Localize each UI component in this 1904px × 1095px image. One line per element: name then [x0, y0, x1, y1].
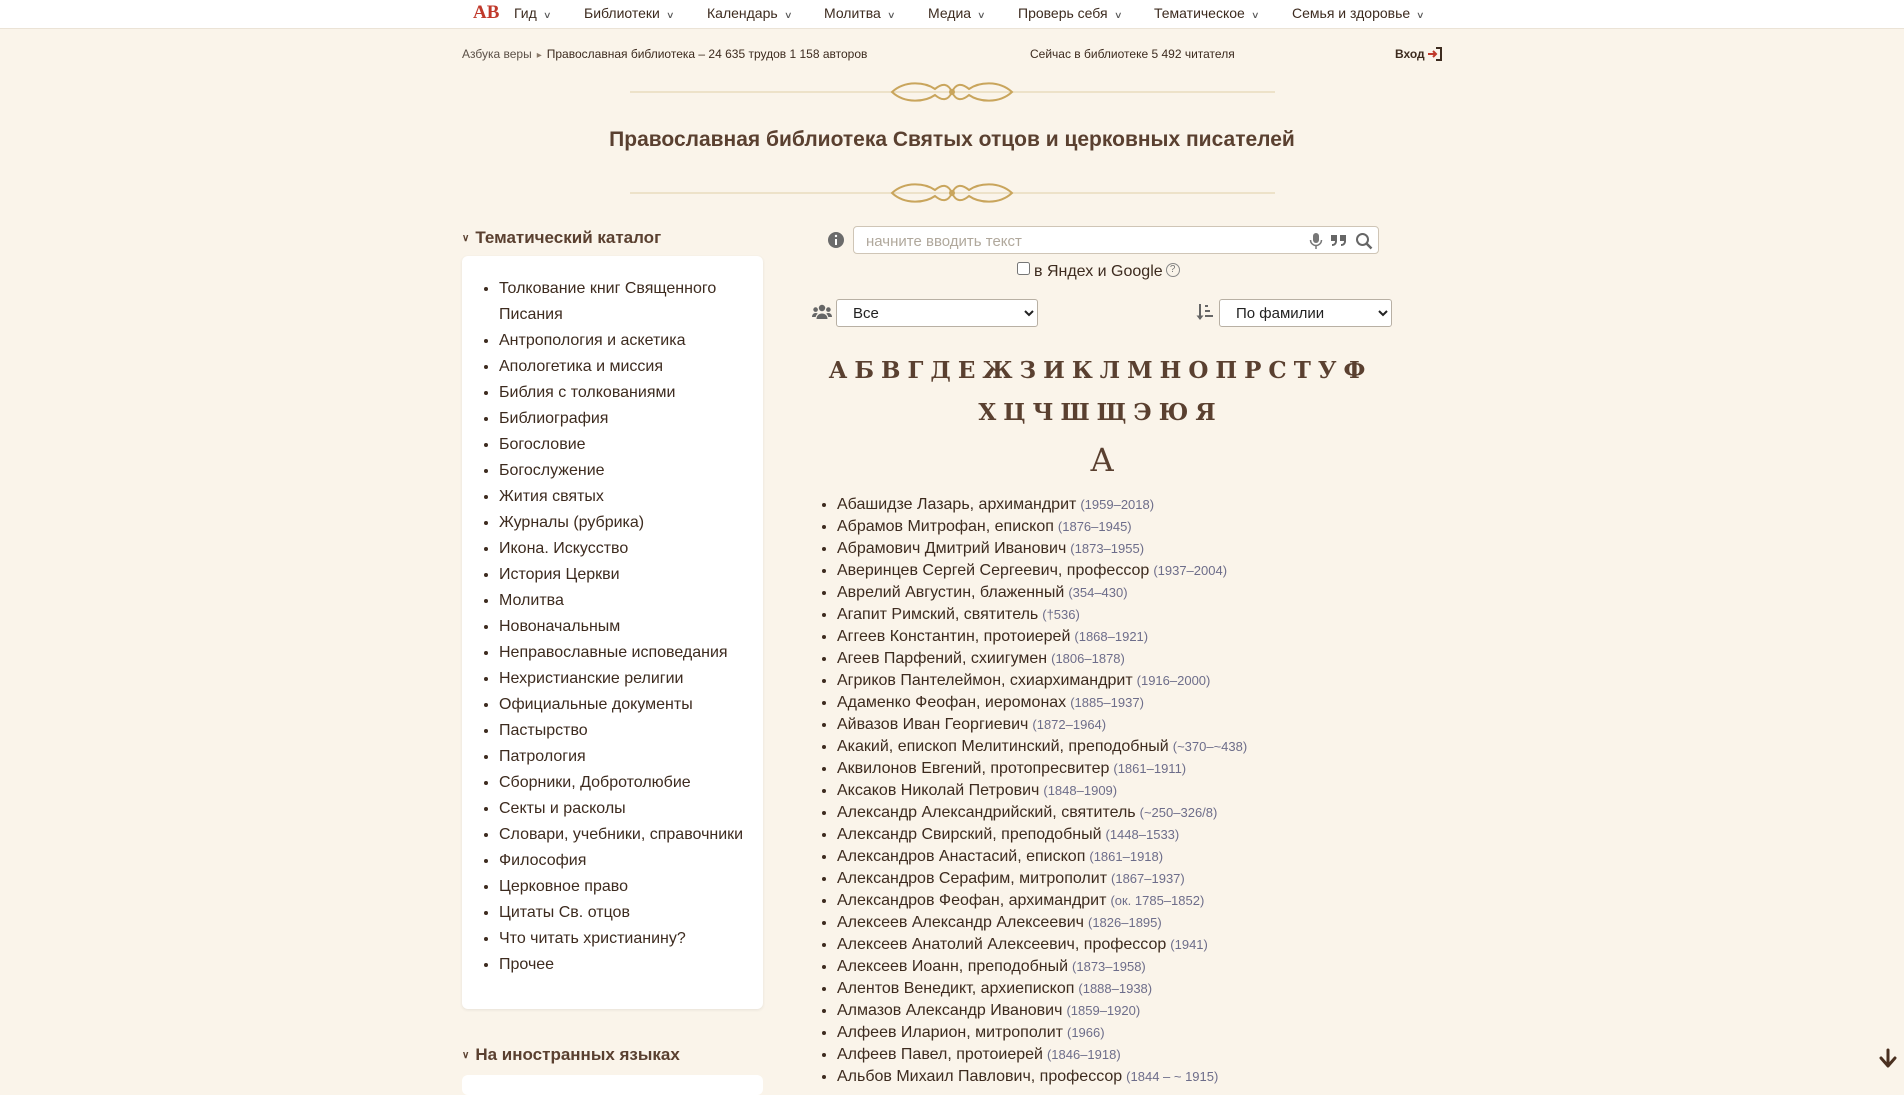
catalog-item-link[interactable]: Икона. Искусство [499, 540, 629, 557]
info-icon[interactable] [827, 231, 845, 249]
author-years: (1861–1918) [1089, 849, 1164, 864]
users-group-icon [812, 303, 832, 321]
catalog-item[interactable] [499, 692, 749, 718]
breadcrumb-root-link[interactable]: Азбука веры [462, 47, 532, 61]
breadcrumb-separator-icon: ▸ [536, 50, 542, 61]
author-years: (1876–1945) [1057, 519, 1132, 534]
nav-item-label: Проверь себя [1018, 5, 1108, 21]
catalog-item-link[interactable]: Словари, учебники, справочники [499, 826, 744, 843]
alphabet-letter-link[interactable]: Т [1293, 357, 1312, 384]
catalog-item[interactable] [499, 796, 749, 822]
alphabet-letter-link[interactable]: У [1317, 357, 1338, 384]
catalog-item[interactable] [499, 588, 749, 614]
author-years: (1868–1921) [1074, 629, 1149, 644]
catalog-item[interactable] [499, 614, 749, 640]
alphabet-index [815, 350, 1380, 434]
alphabet-letter-link[interactable]: К [1071, 357, 1094, 384]
catalog-item-link[interactable]: Философия [499, 852, 587, 869]
chevron-down-icon: ∨ [462, 233, 470, 244]
catalog-item-link[interactable]: Библия с толкованиями [499, 384, 676, 401]
search-icon[interactable] [1354, 231, 1374, 251]
author-years: (1859–1920) [1066, 1003, 1141, 1018]
catalog-item[interactable] [499, 952, 749, 978]
author-link[interactable]: Александров Анастасий, епископ [837, 848, 1086, 865]
author-years: (1846–1918) [1046, 1047, 1121, 1062]
catalog-item-link[interactable]: Что читать христианину? [499, 930, 686, 947]
page-title: Православная библиотека Святых отцов и церковных писателей [609, 128, 1295, 151]
author-list-item [837, 912, 1247, 934]
catalog-item[interactable] [499, 406, 749, 432]
catalog-item[interactable] [499, 354, 749, 380]
nav-item-libraries[interactable] [584, 5, 673, 21]
alphabet-letter-link[interactable]: Ш [1060, 399, 1091, 426]
nav-item-label: Семья и здоровье [1292, 5, 1411, 21]
author-list-item [837, 692, 1247, 714]
author-link[interactable]: Алфеев Иларион, митрополит [837, 1024, 1063, 1041]
nav-item-test-yourself[interactable] [1018, 5, 1121, 21]
author-list-item [837, 758, 1247, 780]
catalog-item-link[interactable]: Патрология [499, 748, 586, 765]
author-list-item [837, 1044, 1247, 1066]
author-list-item [837, 648, 1247, 670]
catalog-item-link[interactable]: История Церкви [499, 566, 620, 583]
login-icon [1427, 47, 1442, 61]
chevron-down-icon: ∨ [1416, 10, 1425, 20]
author-years: (ок. 1785–1852) [1110, 893, 1205, 908]
nav-item-media[interactable] [928, 5, 985, 21]
catalog-item[interactable] [499, 900, 749, 926]
nav-item-label: Молитва [824, 5, 881, 21]
chevron-down-icon: ∨ [1250, 10, 1260, 20]
author-link[interactable]: Альбов Михаил Павлович, профессор [837, 1068, 1123, 1085]
author-link[interactable]: Александр Свирский, преподобный [837, 826, 1102, 843]
chevron-down-icon: ∨ [977, 10, 986, 20]
login-label: Вход [1395, 47, 1425, 61]
search-box [853, 226, 1379, 254]
quote-search-icon[interactable] [1329, 231, 1349, 251]
catalog-item[interactable] [499, 328, 749, 354]
author-years: (1916–2000) [1136, 673, 1211, 688]
author-years: (1848–1909) [1043, 783, 1118, 798]
alphabet-letter-link[interactable]: П [1215, 357, 1239, 384]
external-search-option [1017, 262, 1180, 281]
catalog-item-link[interactable]: Пастырство [499, 722, 588, 739]
author-list-item [837, 890, 1247, 912]
author-years: (1959–2018) [1080, 497, 1155, 512]
author-list-item [837, 670, 1247, 692]
catalog-item-link[interactable]: Цитаты Св. отцов [499, 904, 630, 921]
nav-item-prayer[interactable] [824, 5, 894, 21]
author-list-item [837, 956, 1247, 978]
author-list-item [837, 824, 1247, 846]
catalog-item[interactable] [499, 484, 749, 510]
author-years: (1861–1911) [1113, 761, 1187, 776]
alphabet-letter-link[interactable]: Р [1244, 357, 1263, 384]
catalog-title: Тематический каталог [475, 228, 662, 247]
author-years: (1888–1938) [1078, 981, 1153, 996]
author-list-item [837, 494, 1247, 516]
catalog-item-link[interactable]: Официальные документы [499, 696, 693, 713]
author-list-item [837, 516, 1247, 538]
author-link[interactable]: Александров Феофан, архимандрит [837, 892, 1107, 909]
catalog-item-link[interactable]: Секты и расколы [499, 800, 626, 817]
chevron-down-icon: ∨ [542, 10, 552, 20]
nav-item-family-health[interactable] [1292, 5, 1424, 21]
author-link[interactable]: Александров Серафим, митрополит [837, 870, 1108, 887]
site-logo[interactable]: АВ [473, 2, 500, 23]
catalog-item[interactable] [499, 276, 749, 328]
microphone-icon[interactable] [1306, 231, 1326, 251]
scroll-down-arrow-icon[interactable] [1878, 1048, 1898, 1070]
catalog-item[interactable] [499, 458, 749, 484]
alphabet-letter-link[interactable]: Ц [1003, 399, 1027, 426]
author-link[interactable]: Алексеев Александр Алексеевич [837, 914, 1084, 931]
author-link[interactable]: Алексеев Анатолий Алексеевич, профессор [837, 936, 1167, 953]
alphabet-letter-link[interactable]: С [1268, 357, 1288, 384]
catalog-item[interactable] [499, 744, 749, 770]
authors-list [819, 494, 1247, 1088]
alphabet-row [815, 392, 1380, 434]
nav-item-calendar[interactable] [707, 5, 791, 21]
alphabet-letter-link[interactable]: Е [957, 357, 977, 384]
catalog-item-link[interactable]: Неправославные исповедания [499, 644, 728, 661]
catalog-item[interactable] [499, 666, 749, 692]
author-years: (1873–1955) [1070, 541, 1145, 556]
alphabet-letter-link[interactable]: Д [930, 357, 952, 384]
catalog-item[interactable] [499, 536, 749, 562]
chevron-down-icon: ∨ [1113, 10, 1123, 20]
author-list-item [837, 736, 1247, 758]
author-link[interactable]: Аврелий Августин, блаженный [837, 584, 1065, 601]
catalog-item-link[interactable]: Молитва [499, 592, 564, 609]
author-list-item [837, 604, 1247, 626]
author-list-item [837, 846, 1247, 868]
alphabet-letter-link[interactable]: И [1043, 357, 1066, 384]
help-icon[interactable]: ? [1166, 263, 1180, 277]
catalog-item-link[interactable]: Жития святых [499, 488, 604, 505]
catalog-item-link[interactable]: Сборники, Добротолюбие [499, 774, 691, 791]
catalog-item[interactable] [499, 822, 749, 848]
catalog-item-link[interactable]: Новоначальным [499, 618, 621, 635]
author-list-item [837, 1066, 1247, 1088]
catalog-item-link[interactable]: Нехристианские религии [499, 670, 684, 687]
author-link[interactable]: Абашидзе Лазарь, архимандрит [837, 496, 1077, 513]
ornament-divider-icon [630, 178, 1275, 208]
author-link[interactable]: Алентов Венедикт, архиепископ [837, 980, 1075, 997]
search-input[interactable] [864, 230, 1288, 252]
external-search-label: в Яндех и Google [1034, 263, 1163, 280]
catalog-item-link[interactable]: Церковное право [499, 878, 628, 895]
chevron-down-icon: ∨ [462, 1050, 470, 1061]
catalog-item[interactable] [499, 510, 749, 536]
author-link[interactable]: Айвазов Иван Георгиевич [837, 716, 1029, 733]
author-link[interactable]: Аксаков Николай Петрович [837, 782, 1040, 799]
foreign-languages-toggle[interactable] [462, 1045, 680, 1065]
author-years: (354–430) [1068, 585, 1128, 600]
nav-item-label: Библиотеки [584, 5, 660, 21]
breadcrumb [462, 47, 867, 61]
alphabet-letter-link[interactable]: Я [1195, 399, 1217, 426]
nav-item-label: Гид [514, 5, 537, 21]
chevron-down-icon: ∨ [886, 10, 896, 20]
catalog-item[interactable] [499, 926, 749, 952]
catalog-list [462, 256, 763, 978]
author-link[interactable]: Агриков Пантелеймон, схиархимандрит [837, 672, 1133, 689]
catalog-item[interactable] [499, 432, 749, 458]
author-years: (1844 – ~ 1915) [1126, 1069, 1219, 1084]
author-link[interactable]: Аггеев Константин, протоиерей [837, 628, 1071, 645]
alphabet-letter-link[interactable]: Ж [982, 357, 1014, 384]
top-navbar [0, 0, 1904, 29]
author-list-item [837, 802, 1247, 824]
catalog-item[interactable] [499, 380, 749, 406]
author-list-item [837, 714, 1247, 736]
author-link[interactable]: Агеев Парфений, схиигумен [837, 650, 1048, 667]
catalog-item-link[interactable]: Богослужение [499, 462, 605, 479]
catalog-item[interactable] [499, 640, 749, 666]
catalog-item[interactable] [499, 718, 749, 744]
sort-icon [1196, 302, 1214, 322]
alphabet-letter-link[interactable]: Б [854, 357, 876, 384]
catalog-item-link[interactable]: Журналы (рубрика) [499, 514, 645, 531]
external-search-checkbox[interactable] [1017, 262, 1030, 275]
nav-item-guide[interactable] [514, 5, 550, 21]
nav-item-thematic[interactable] [1154, 5, 1258, 21]
author-list-item [837, 582, 1247, 604]
author-years: (1937–2004) [1153, 563, 1228, 578]
author-link[interactable]: Алмазов Александр Иванович [837, 1002, 1063, 1019]
author-years: (1826–1895) [1087, 915, 1162, 930]
catalog-item[interactable] [499, 848, 749, 874]
alphabet-letter-link[interactable]: Л [1099, 357, 1122, 384]
catalog-toggle[interactable] [462, 228, 661, 248]
alphabet-letter-link[interactable]: А [828, 357, 849, 384]
foreign-languages-panel [462, 1075, 763, 1095]
alphabet-letter-link[interactable]: Ч [1032, 399, 1055, 426]
author-list-item [837, 868, 1247, 890]
catalog-item-link[interactable]: Богословие [499, 436, 586, 453]
chevron-down-icon: ∨ [665, 10, 675, 20]
nav-item-label: Календарь [707, 5, 778, 21]
current-letter-heading: А [1090, 441, 1115, 479]
author-years: (1873–1958) [1072, 959, 1146, 974]
catalog-item[interactable] [499, 562, 749, 588]
author-link[interactable]: Аквилонов Евгений, протопресвитер [837, 760, 1110, 777]
author-years: (1966) [1066, 1025, 1105, 1040]
author-link[interactable]: Абрамов Митрофан, епископ [837, 518, 1054, 535]
author-list-item [837, 1022, 1247, 1044]
author-list-item [837, 626, 1247, 648]
catalog-item[interactable] [499, 770, 749, 796]
alphabet-letter-link[interactable]: Х [978, 399, 998, 426]
nav-item-label: Тематическое [1154, 5, 1245, 21]
author-link[interactable]: Абрамович Дмитрий Иванович [837, 540, 1067, 557]
author-link[interactable]: Алфеев Павел, протоиерей [837, 1046, 1043, 1063]
alphabet-letter-link[interactable]: Н [1159, 357, 1183, 384]
author-years: (1806–1878) [1051, 651, 1125, 666]
catalog-item[interactable] [499, 874, 749, 900]
author-years: (1448–1533) [1105, 827, 1180, 842]
alphabet-letter-link[interactable]: Ю [1158, 399, 1190, 426]
alphabet-row [815, 350, 1380, 392]
author-link[interactable]: Акакий, епископ Мелитинский, преподобный [837, 738, 1169, 755]
author-list-item [837, 1000, 1247, 1022]
thematic-catalog-panel [462, 256, 763, 1009]
author-years: (1885–1937) [1070, 695, 1144, 710]
chevron-down-icon: ∨ [783, 10, 793, 20]
alphabet-letter-link[interactable]: О [1188, 357, 1210, 384]
ornament-divider-icon [630, 77, 1275, 107]
sort-order-select[interactable] [1219, 299, 1392, 327]
author-list-item [837, 780, 1247, 802]
login-button[interactable] [1395, 47, 1442, 61]
alphabet-letter-link[interactable]: М [1127, 357, 1154, 384]
author-list-item [837, 978, 1247, 1000]
catalog-item-link[interactable]: Антропология и аскетика [499, 332, 686, 349]
author-years: (~250–326/8) [1139, 805, 1218, 820]
alphabet-letter-link[interactable]: Ф [1343, 357, 1367, 384]
nav-item-label: Медиа [928, 5, 972, 21]
catalog-item-link[interactable]: Библиография [499, 410, 609, 427]
author-group-select[interactable] [836, 299, 1038, 327]
author-list-item [837, 934, 1247, 956]
author-years: (†536) [1042, 607, 1080, 622]
author-years: (~370–~438) [1172, 739, 1248, 754]
breadcrumb-current: Православная библиотека – 24 635 трудов 1 158 авторов [546, 47, 868, 61]
author-years: (1872–1964) [1032, 717, 1107, 732]
author-years: (1867–1937) [1111, 871, 1185, 886]
author-link[interactable]: Агапит Римский, святитель [837, 606, 1039, 623]
readers-count: Сейчас в библиотеке 5 492 читателя [1030, 47, 1235, 61]
catalog-item-link[interactable]: Прочее [499, 956, 555, 973]
foreign-languages-title: На иностранных языках [475, 1045, 680, 1064]
author-link[interactable]: Алексеев Иоанн, преподобный [837, 958, 1069, 975]
alphabet-letter-link[interactable]: З [1019, 357, 1038, 384]
alphabet-letter-link[interactable]: Э [1133, 399, 1153, 426]
alphabet-letter-link[interactable]: Щ [1096, 399, 1128, 426]
catalog-item-link[interactable]: Толкование книг Священного Писания [499, 280, 717, 323]
author-link[interactable]: Аверинцев Сергей Сергеевич, профессор [837, 562, 1150, 579]
author-link[interactable]: Александр Александрийский, святитель [837, 804, 1136, 821]
author-years: (1941) [1170, 937, 1208, 952]
catalog-item-link[interactable]: Апологетика и миссия [499, 358, 664, 375]
alphabet-letter-link[interactable]: Г [907, 357, 925, 384]
author-list-item [837, 560, 1247, 582]
alphabet-letter-link[interactable]: В [881, 357, 902, 384]
author-link[interactable]: Адаменко Феофан, иеромонах [837, 694, 1067, 711]
author-list-item [837, 538, 1247, 560]
